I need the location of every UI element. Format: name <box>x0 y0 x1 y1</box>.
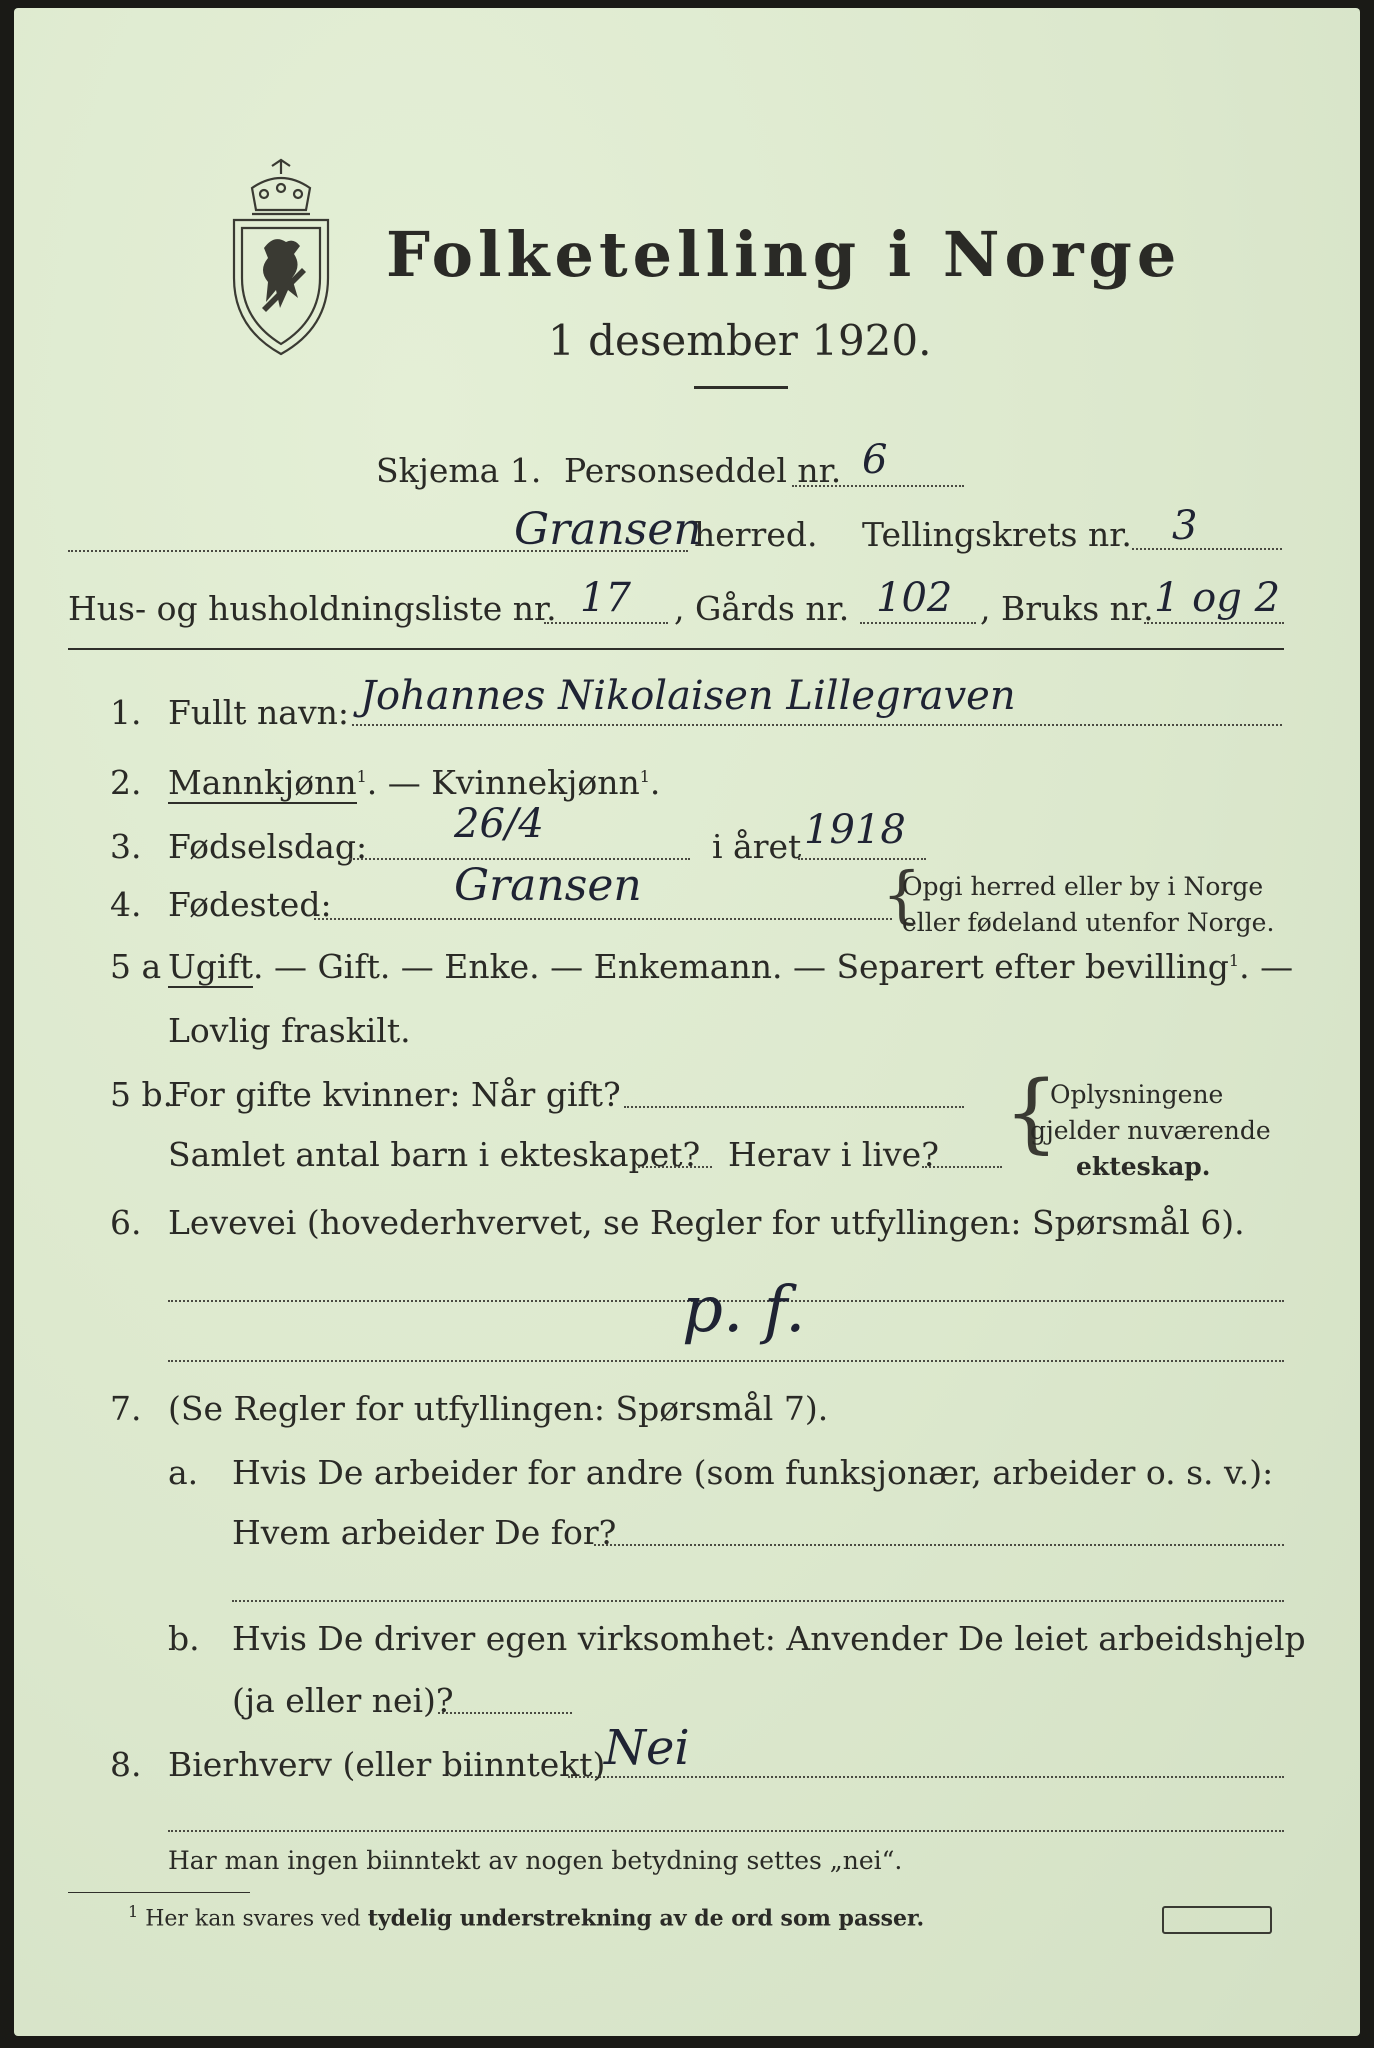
gards-label: , Gårds nr. <box>674 589 850 628</box>
q3-aret-label: i året <box>712 827 802 866</box>
bruks-value: 1 og 2 <box>1154 575 1281 621</box>
q2-options: Mannkjønn$^1$. — Kvinnekjønn$^1$. <box>168 763 661 802</box>
q7b-number: b. <box>168 1619 200 1658</box>
q2-kvinne[interactable]: . — Kvinnekjønn <box>366 763 640 802</box>
herred-value: Gransen <box>514 504 702 555</box>
q2-end: . <box>649 763 661 802</box>
q8-label: Bierhverv (eller biinntekt) <box>168 1745 606 1784</box>
q5a-line2[interactable]: Lovlig fraskilt. <box>168 1011 411 1050</box>
q6-label: Levevei (hovederhvervet, se Regler for utfyllingen: Spørsmål 6). <box>168 1203 1245 1242</box>
herred-label: herred. <box>694 515 818 554</box>
census-form-sheet <box>14 8 1360 2036</box>
q7-label: (Se Regler for utfyllingen: Spørsmål 7). <box>168 1389 829 1428</box>
q1-field[interactable] <box>352 724 1282 726</box>
gards-value: 102 <box>876 575 953 621</box>
printer-stamp <box>1162 1906 1272 1934</box>
header-rule <box>68 648 1284 650</box>
q7b-line-2: (ja eller nei)? <box>232 1681 454 1720</box>
q6-number: 6. <box>110 1203 142 1242</box>
q2-mann[interactable]: Mannkjønn <box>168 763 357 802</box>
skjema-label: Skjema 1. <box>376 451 542 490</box>
q8-value: Nei <box>604 1720 690 1776</box>
q3-label: Fødselsdag: <box>168 827 368 866</box>
q5b-label-2: Samlet antal barn i ekteskapet? <box>168 1135 701 1174</box>
q5b-gift-field[interactable] <box>624 1106 964 1108</box>
q5b-barn-field[interactable] <box>638 1166 712 1168</box>
q7b-line-1: Hvis De driver egen virksomhet: Anvender De leiet arbeidshjelp <box>232 1619 1306 1658</box>
q5b-brace: { <box>1004 1063 1059 1163</box>
q5b-note-2: gjelder nuværende <box>1030 1116 1271 1145</box>
q8-field-2[interactable] <box>168 1830 1284 1832</box>
q5b-live-field[interactable] <box>922 1166 1002 1168</box>
q5b-label-1: For gifte kvinner: Når gift? <box>168 1075 621 1114</box>
q5b-note-3: ekteskap. <box>1076 1152 1211 1181</box>
q7a-line-1: Hvis De arbeider for andre (som funksjonær, arbeider o. s. v.): <box>232 1453 1274 1492</box>
hus-label: Hus- og husholdningsliste nr. <box>68 589 557 628</box>
footnote-emphasis: tydelig understrekning av de ord som passer. <box>367 1905 925 1932</box>
personseddel-label: Personseddel nr. <box>564 451 842 490</box>
q8-number: 8. <box>110 1745 142 1784</box>
q4-value: Gransen <box>454 860 642 911</box>
q8-field[interactable] <box>568 1776 1284 1778</box>
q4-note-1: Opgi herred eller by i Norge <box>902 872 1264 901</box>
q5a-options: Ugift. — Gift. — Enke. — Enkemann. — Separert efter bevilling$^1$. — <box>168 947 1294 986</box>
q7a-field-1[interactable] <box>594 1544 1284 1546</box>
q3-value: 26/4 <box>454 801 544 847</box>
q5b-note-1: Oplysningene <box>1050 1080 1224 1109</box>
tellingskrets-value: 3 <box>1172 503 1198 549</box>
footnote-text: Her kan svares ved <box>145 1906 368 1932</box>
q1-value: Johannes Nikolaisen Lillegraven <box>360 673 1016 719</box>
footer-note: Har man ingen biinntekt av nogen betydning settes „nei“. <box>168 1846 903 1875</box>
q3-number: 3. <box>110 827 142 866</box>
q7-number: 7. <box>110 1389 142 1428</box>
q3-aret-value: 1918 <box>804 807 906 853</box>
tellingskrets-label: Tellingskrets nr. <box>862 515 1132 554</box>
q5b-number: 5 b. <box>110 1075 174 1114</box>
q1-number: 1. <box>110 693 142 732</box>
q7a-line-2: Hvem arbeider De for? <box>232 1513 617 1552</box>
coat-of-arms-emblem <box>222 158 340 358</box>
q6-field-2[interactable] <box>168 1360 1284 1362</box>
q7b-field[interactable] <box>438 1712 572 1714</box>
form-title: Folketelling i Norge <box>386 218 1182 291</box>
personseddel-value: 6 <box>862 437 888 483</box>
gards-field[interactable] <box>860 622 976 624</box>
q7a-number: a. <box>168 1453 199 1492</box>
q2-number: 2. <box>110 763 142 802</box>
q5a-rest[interactable]: . — Gift. — Enke. — Enkemann. — Separert efter bevilling <box>252 947 1229 986</box>
bruks-label: , Bruks nr. <box>980 589 1154 628</box>
q1-label: Fullt navn: <box>168 693 349 732</box>
q4-brace: { <box>882 858 922 931</box>
footnote-mark: 1 <box>128 1902 139 1921</box>
title-divider <box>694 386 788 389</box>
footnote-rule <box>68 1892 250 1893</box>
hus-value: 17 <box>580 575 631 621</box>
q5a-number: 5 a <box>110 947 162 986</box>
q4-label: Fødested: <box>168 885 332 924</box>
personseddel-field[interactable] <box>792 485 964 487</box>
q5a-rest-end: . — <box>1239 947 1294 986</box>
q5a-ugift[interactable]: Ugift <box>168 947 253 986</box>
q4-number: 4. <box>110 885 142 924</box>
q7a-field-2[interactable] <box>232 1600 1284 1602</box>
form-date: 1 desember 1920. <box>548 316 932 365</box>
footnote <box>128 1904 924 1930</box>
q4-note-2: eller fødeland utenfor Norge. <box>902 908 1275 937</box>
q5b-label-3: Herav i live? <box>728 1135 939 1174</box>
hus-field[interactable] <box>544 622 668 624</box>
q6-value: p. f. <box>682 1273 806 1347</box>
q4-field[interactable] <box>314 918 892 920</box>
bruks-field[interactable] <box>1144 622 1284 624</box>
tellingskrets-field[interactable] <box>1132 548 1282 550</box>
